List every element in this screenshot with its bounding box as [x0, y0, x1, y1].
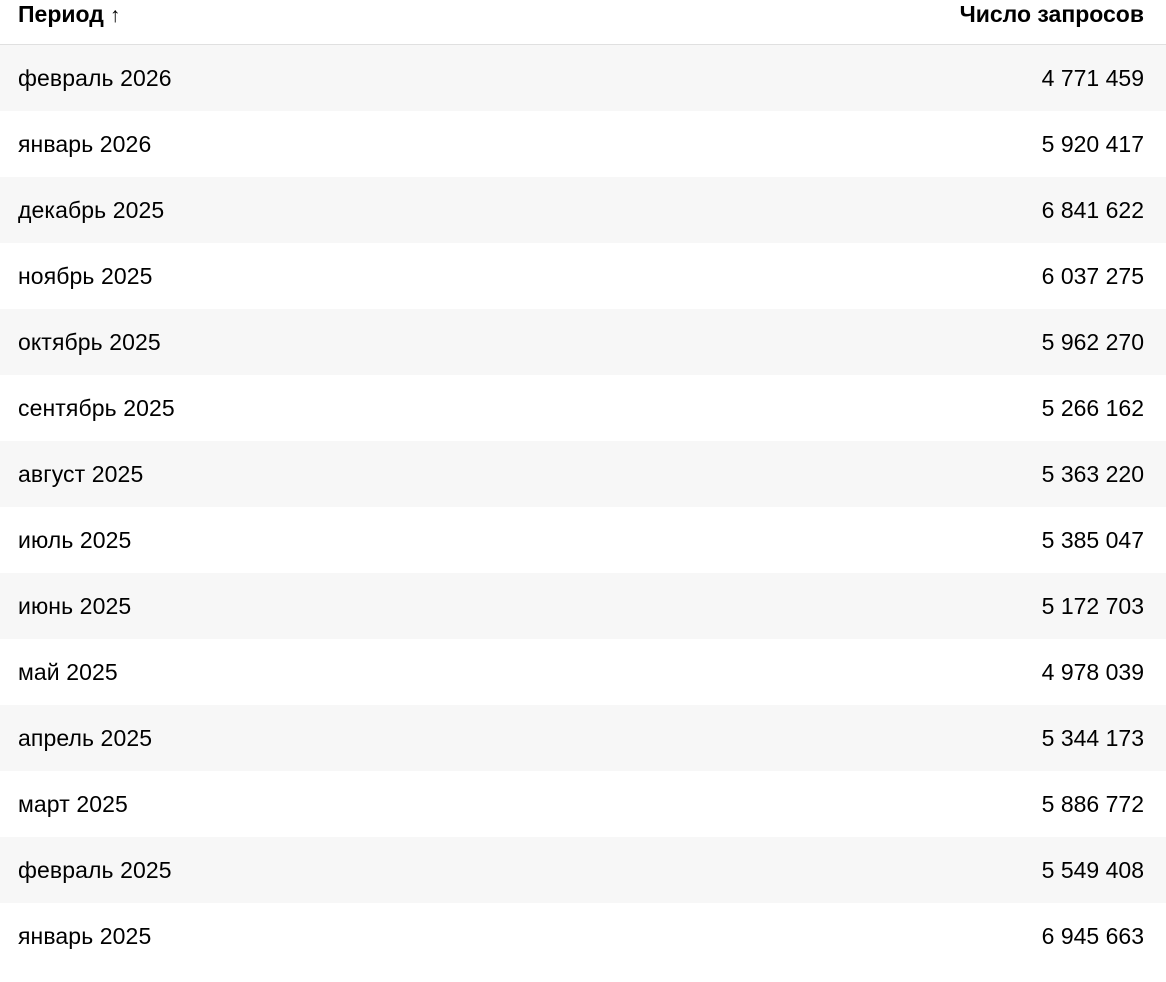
cell-request-count: 6 945 663 — [1041, 922, 1144, 949]
table-header — [0, 0, 1166, 45]
table-row — [0, 573, 1166, 639]
cell-request-count: 4 978 039 — [1041, 658, 1144, 685]
cell-request-count: 6 841 622 — [1041, 196, 1144, 223]
table-row — [0, 111, 1166, 177]
cell-request-count: 5 920 417 — [1041, 130, 1144, 157]
table-row — [0, 309, 1166, 375]
cell-request-count: 5 266 162 — [1041, 394, 1144, 421]
cell-period: январь 2025 — [18, 922, 152, 949]
table-row — [0, 243, 1166, 309]
cell-period: октябрь 2025 — [18, 328, 161, 355]
cell-request-count: 5 886 772 — [1041, 790, 1144, 817]
cell-period: май 2025 — [18, 658, 118, 685]
table-row — [0, 837, 1166, 903]
cell-request-count: 4 771 459 — [1041, 64, 1144, 91]
cell-period: январь 2026 — [18, 130, 152, 157]
cell-request-count: 6 037 275 — [1041, 262, 1144, 289]
cell-request-count: 5 549 408 — [1041, 856, 1144, 883]
table-row — [0, 639, 1166, 705]
column-header-period-label: Период — [18, 1, 104, 27]
table-row — [0, 45, 1166, 111]
cell-period: февраль 2025 — [18, 856, 172, 883]
table-row — [0, 177, 1166, 243]
cell-period: сентябрь 2025 — [18, 394, 175, 421]
table-body — [0, 45, 1166, 969]
table-header-row — [0, 0, 1166, 45]
cell-period: август 2025 — [18, 460, 144, 487]
cell-period: июнь 2025 — [18, 592, 132, 619]
cell-request-count: 5 962 270 — [1041, 328, 1144, 355]
cell-period: декабрь 2025 — [18, 196, 165, 223]
column-header-count[interactable] — [723, 0, 1166, 45]
cell-request-count: 5 385 047 — [1041, 526, 1144, 553]
table-row — [0, 903, 1166, 969]
table-row — [0, 705, 1166, 771]
table-row — [0, 375, 1166, 441]
cell-period: ноябрь 2025 — [18, 262, 153, 289]
column-header-period[interactable] — [0, 0, 723, 45]
cell-period: апрель 2025 — [18, 724, 153, 751]
table-row — [0, 771, 1166, 837]
table-row — [0, 507, 1166, 573]
cell-period: февраль 2026 — [18, 64, 172, 91]
cell-period: март 2025 — [18, 790, 128, 817]
cell-request-count: 5 363 220 — [1041, 460, 1144, 487]
column-header-count-label: Число запросов — [959, 1, 1144, 27]
sort-ascending-icon[interactable]: ↑ — [109, 4, 121, 27]
table-row — [0, 441, 1166, 507]
cell-period: июль 2025 — [18, 526, 132, 553]
cell-request-count: 5 344 173 — [1041, 724, 1144, 751]
cell-request-count: 5 172 703 — [1041, 592, 1144, 619]
